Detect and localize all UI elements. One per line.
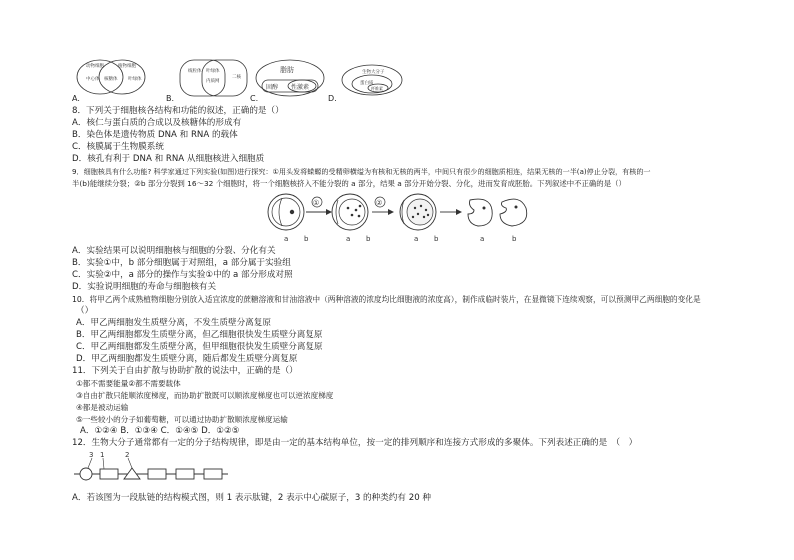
figure-d-label: 纤维素 — [371, 86, 383, 91]
figure-a-label: 植物细胞 — [118, 64, 136, 69]
monomer-rect — [100, 469, 118, 479]
q9-stem-line2: 半(b)能继续分裂；②b 部分分裂到 16～32 个细胞时，将一个细胞核挤入不能分裂的 a 部分，结果 a 部分开始分裂、分化，进而发育成胚胎。下列叙述中不正确的是（） — [72, 179, 626, 188]
option-letter-b: B. — [166, 94, 175, 103]
q11-statement-4: ⑤一些较小的分子如葡萄糖，可以通过协助扩散顺浓度梯度运输 — [76, 415, 288, 424]
q8-option-d: D．核孔有利于 DNA 和 RNA 从细胞核进入细胞质 — [72, 154, 265, 164]
arrow-step-2 — [372, 197, 394, 215]
monomer-triangle — [124, 468, 140, 479]
option-letter-d: D. — [328, 94, 337, 103]
q11-statement-2: ③自由扩散只能顺浓度梯度，而协助扩散既可以顺浓度梯度也可以逆浓度梯度 — [76, 391, 334, 400]
q12-label-3: 3 — [89, 451, 94, 459]
figure-a-label: 核糖体 — [104, 77, 118, 82]
embryo-1 — [468, 199, 492, 226]
figure-a-label: 中心体 — [86, 77, 100, 82]
q10-option-b: B．甲乙两细胞都发生质壁分离，但乙细胞很快发生质壁分离复原 — [76, 330, 323, 340]
figure-b-label: 内质网 — [206, 79, 220, 84]
figure-d-label: 生物大分子 — [362, 70, 385, 75]
figure-c-nested — [256, 60, 324, 96]
label-b: b — [512, 235, 517, 243]
q10-option-c: C．甲乙两细胞都发生质壁分离，但甲细胞很快发生质壁分离复原 — [76, 342, 323, 352]
monomer-rect — [204, 469, 222, 479]
q11-stem: 11．下列关于自由扩散与协助扩散的说法中，正确的是（） — [72, 366, 298, 376]
figure-b-label: 叶绿体 — [206, 69, 220, 74]
q9-option-a: A．实验结果可以说明细胞核与细胞的分裂、分化有关 — [72, 246, 276, 256]
figure-c-label: 固醇 — [266, 84, 279, 91]
q9-option-d: D．实验说明细胞的寿命与细胞核有关 — [72, 282, 217, 292]
egg-cell-3 — [400, 194, 436, 230]
egg-cell-1 — [268, 194, 304, 230]
q8-option-a: A．核仁与蛋白质的合成以及核糖体的形成有 — [72, 118, 242, 128]
label-a: a — [346, 235, 351, 243]
monomer-rect — [148, 469, 166, 479]
top-figures — [0, 0, 794, 110]
q8-option-b: B．染色体是遗传物质 DNA 和 RNA 的载体 — [72, 130, 238, 140]
figure-c-label: 性激素 — [291, 84, 310, 91]
label-a: a — [414, 235, 419, 243]
figure-c-label: 脂肪 — [280, 66, 294, 74]
q12-polymer-figure — [0, 450, 794, 494]
q12-label-1: 1 — [100, 451, 105, 459]
q9-option-c: C．实验②中，a 部分的操作与实验①中的 a 部分形成对照 — [72, 270, 293, 280]
figure-b-label: 二核 — [232, 75, 241, 80]
q11-statement-3: ④都是被动运输 — [76, 403, 129, 412]
label-b: b — [434, 235, 439, 243]
figure-a-label: 动物细胞 — [86, 64, 104, 69]
figure-a-label: 叶绿体 — [128, 77, 142, 82]
q12-label-2: 2 — [125, 451, 130, 459]
q11-statement-1: ①都不需要能量②都不需要载体 — [76, 379, 181, 388]
figure-b-label: 线粒体 — [188, 69, 202, 74]
arrow-step-1 — [306, 197, 332, 215]
figure-d-label: 蛋白质 — [360, 81, 374, 86]
q10-option-a: A．甲乙两细胞发生质壁分离，不发生质壁分离复原 — [76, 318, 271, 328]
figure-a-venn — [77, 60, 145, 94]
monomer-rect — [176, 469, 194, 479]
q9-stem-line1: 9．细胞核具有什么功能? 科学家通过下列实验(如图)进行探究：①用头发将蝾螈的受精卵横缢为有核和无核的两半，中间只有很少的细胞质相连，结果无核的一半(a)停止分裂，有核的一 — [72, 167, 651, 176]
q10-option-d: D．甲乙两细胞都发生质壁分离，随后都发生质壁分离复原 — [76, 354, 298, 364]
label-a: a — [284, 235, 289, 243]
label-a: a — [480, 235, 485, 243]
q12-stem: 12．生物大分子通常都有一定的分子结构规律，即是由一定的基本结构单位，按一定的排列顺序和连接方式形成的多聚体。下列表述正确的是 （ ） — [72, 438, 638, 448]
label-b: b — [304, 235, 309, 243]
q9-option-b: B．实验①中，b 部分细胞属于对照组，a 部分属于实验组 — [72, 258, 291, 268]
q10-paren: （） — [76, 306, 94, 316]
egg-cell-2 — [332, 194, 368, 230]
q8-option-c: C．核膜属于生物膜系统 — [72, 142, 164, 152]
arrow-step-3 — [440, 209, 462, 215]
step-2-label: ② — [376, 199, 383, 207]
option-letter-a: A. — [72, 94, 80, 103]
embryo-2 — [500, 199, 527, 226]
monomer-circle — [80, 468, 92, 480]
q10-stem: 10．将甲乙两个成熟植物细胞分别放入适宜浓度的蔗糖溶液和甘油溶液中（两种溶液的浓度均比细胞液的浓度高），制作成临时装片，在显微镜下连续观察，可以预测甲乙两细胞的变化是 — [72, 295, 701, 304]
label-b: b — [366, 235, 371, 243]
figure-d-nested — [342, 65, 402, 95]
q12-option-a: A．若该图为一段肽链的结构模式图，则 1 表示肽键，2 表示中心碳原子，3 的种类约有 20 种 — [72, 493, 431, 503]
q9-experiment-figure — [0, 190, 794, 246]
q11-options: A．①②④ B．①③④ C．①④⑤ D．①②⑤ — [80, 426, 240, 436]
q8-stem: 8．下列关于细胞核各结构和功能的叙述，正确的是（） — [72, 106, 284, 116]
figure-b-venn — [180, 60, 247, 96]
option-letter-c: C. — [250, 94, 259, 103]
step-1-label: ① — [313, 199, 320, 207]
